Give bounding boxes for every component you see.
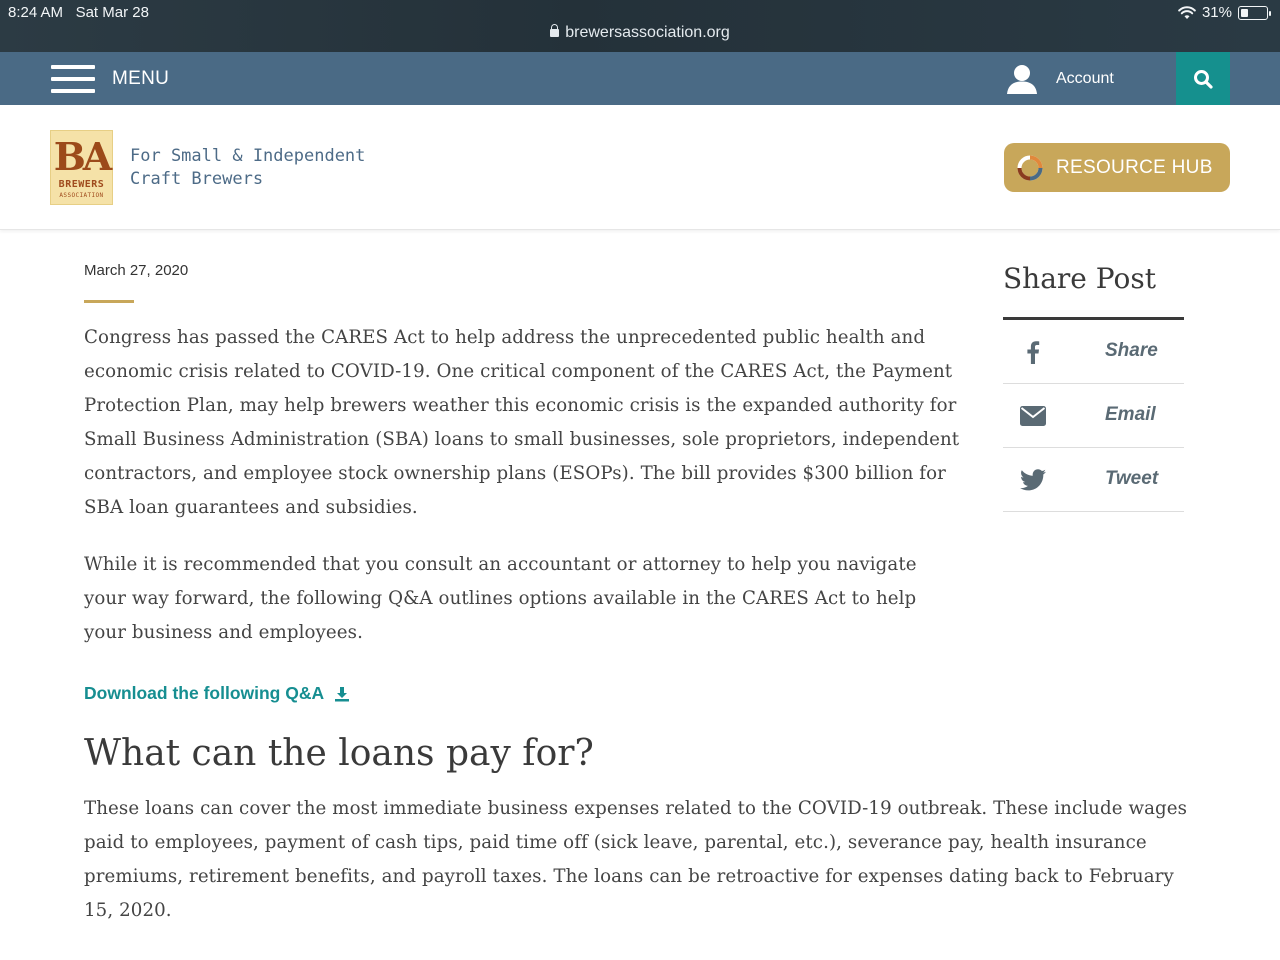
search-button[interactable] xyxy=(1176,52,1230,105)
search-icon xyxy=(1193,69,1213,89)
share-email-button[interactable] xyxy=(1003,384,1184,448)
download-qa-link[interactable] xyxy=(84,683,350,704)
share-facebook-button[interactable] xyxy=(1003,320,1184,384)
menu-button[interactable]: MENU xyxy=(112,68,170,89)
resource-hub-icon xyxy=(1016,154,1044,182)
url-bar[interactable] xyxy=(0,24,1280,42)
article-date: March 27, 2020 xyxy=(84,262,189,279)
status-bar xyxy=(0,0,1280,52)
article-paragraph-3: These loans can cover the most immediate business expenses related to the COVID-19 outbreak. These include wages paid to employees, payment of cash tips, paid time off (sick leave, parental, etc.), severance pay, health insurance premiums, retirement benefits, and payroll taxes. The loans can be retroactive for expenses dating back to February 15, 2020. xyxy=(84,798,1188,921)
article-meta xyxy=(84,262,964,303)
battery-fill xyxy=(1241,9,1248,17)
email-icon xyxy=(1020,406,1046,426)
status-right xyxy=(1178,4,1268,21)
twitter-icon xyxy=(1020,469,1046,491)
account-label: Account xyxy=(1056,70,1114,87)
status-time: 8:24 AM xyxy=(8,4,64,21)
share-email-label: Email xyxy=(1105,404,1156,425)
tagline-line2: Craft Brewers xyxy=(130,169,264,189)
battery-percent: 31% xyxy=(1201,4,1232,21)
user-icon xyxy=(1006,64,1038,94)
share-facebook-label: Share xyxy=(1105,340,1158,361)
site-tagline xyxy=(130,145,365,191)
share-sidebar xyxy=(1003,262,1184,512)
resource-hub-label: RESOURCE HUB xyxy=(1056,156,1213,178)
tagline-line1: For Small & Independent xyxy=(130,146,366,166)
battery-icon xyxy=(1238,6,1268,20)
logo-line1: BREWERS xyxy=(58,179,105,190)
site-header xyxy=(0,105,1280,230)
date-divider xyxy=(84,300,134,303)
url-text[interactable]: brewersassociation.org xyxy=(565,24,730,41)
share-twitter-label: Tweet xyxy=(1105,468,1159,489)
logo-subtext xyxy=(51,179,112,201)
section-heading: What can the loans pay for? xyxy=(84,733,594,774)
resource-hub-button[interactable] xyxy=(1004,143,1230,192)
download-icon xyxy=(334,686,350,702)
brewers-association-logo[interactable] xyxy=(50,130,113,205)
facebook-icon xyxy=(1026,340,1040,364)
status-date: Sat Mar 28 xyxy=(75,4,149,21)
article-paragraph-1: Congress has passed the CARES Act to help address the unprecedented public health and economic crisis related to COVID-19. One critical component of the CARES Act, the Payment Protection Plan, may help brewers weather this economic crisis is the expanded authority for Small Business Administration (SBA) loans to small businesses, sole proprietors, independent contractors, and employee stock ownership plans (ESOPs). The bill provides $300 billion for SBA loan guarantees and subsidies. xyxy=(84,327,960,518)
hamburger-menu-icon[interactable] xyxy=(51,65,95,93)
share-twitter-button[interactable] xyxy=(1003,448,1184,512)
site-nav xyxy=(0,52,1280,105)
logo-letters: BA xyxy=(53,134,110,179)
logo-line2: ASSOCIATION xyxy=(59,192,104,199)
share-post-title: Share Post xyxy=(1003,262,1156,295)
status-time-date xyxy=(8,4,149,21)
wifi-icon xyxy=(1178,6,1196,20)
account-button[interactable] xyxy=(1006,60,1114,98)
download-link-label: Download the following Q&A xyxy=(84,683,325,703)
lock-icon xyxy=(550,29,559,37)
article-paragraph-2: While it is recommended that you consult an accountant or attorney to help you navigate your way forward, the following Q&A outlines options available in the CARES Act to help your business and employees. xyxy=(84,554,917,643)
